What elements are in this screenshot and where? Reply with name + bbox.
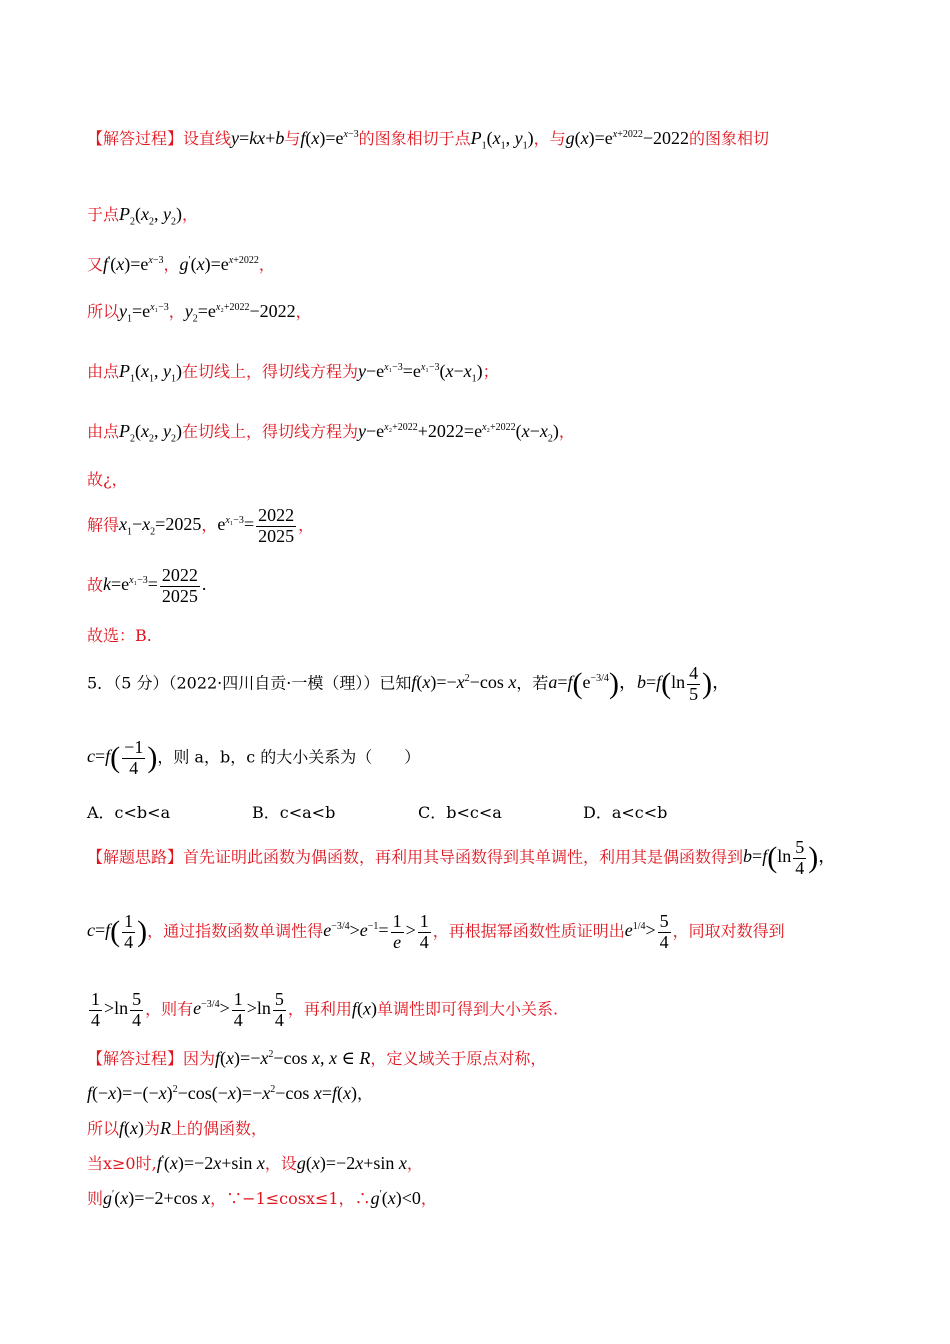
analysis-line-3: $\frac{1}{4}$ >ln $\frac{5}{4}$ ，则有$e^{-3/4}>$ $\frac{1}{4}$ >ln $\frac{5}{4}$ ，再利用f(x)单调性即可得到大小关系. bbox=[91, 989, 559, 1030]
solution-line-1: 【解答过程】设直线y=kx+b与$f(x)=e^{x-3}$的图象相切于点$P_1(x_1$, $y_1$)，与$g(x)=e^{x+2022}-2022$的图象相切 bbox=[87, 128, 770, 152]
solution2-line-3: 所以f(x)为R上的偶函数， bbox=[87, 1118, 268, 1138]
solution-line-4: 所以$y_1=e^{x_1-3}$，$y_2=e^{x_2+2022}-2022$， bbox=[87, 301, 312, 325]
option-d[interactable]: D．a<c<b bbox=[583, 803, 668, 822]
analysis-line-1: 【解题思路】首先证明此函数为偶函数，再利用其导函数得到其单调性，利用其是偶函数得到b=f(ln $\frac{5}{4}$ )， bbox=[87, 837, 837, 878]
solution2-line-2: $f(-x)=-(-x)^2-\cos(-x)=-x^2-\cos$ x=f(x)， bbox=[87, 1083, 374, 1103]
solution2-line-5: 则g′(x)=−2+cos x，∵−1≤cosx≤1，∴g′(x)<0， bbox=[87, 1188, 437, 1208]
question-5-cont: c=f( $\frac{-1}{4}$ )，则 a，b，c 的大小关系为（ ） bbox=[87, 737, 421, 778]
question-5: 5．（5 分）（2022·四川自贡·一模（理））已知$f(x)=-x^2-\cos$ x，若$a=f(e^{-3/4})$，b=f(ln $\frac{4}{5}$ )， bbox=[87, 663, 731, 704]
option-a[interactable]: A．c<b<a bbox=[87, 803, 171, 822]
option-c[interactable]: C．b<c<a bbox=[418, 803, 502, 822]
solution-line-2: 于点$P_2(x_2$, $y_2$)， bbox=[87, 204, 199, 228]
solution-line-7: 故¿， bbox=[87, 470, 128, 489]
solution-line-8: 解得$x_1-x_2=2025$，$e^{x_1-3}=$ $\frac{2022}{2025}$ ， bbox=[87, 505, 315, 546]
option-b[interactable]: B．c<a<b bbox=[252, 803, 336, 822]
analysis-line-2: c=f( $\frac{1}{4}$ )，通过指数函数单调性得$e^{-3/4}>e^{-1}=$ $\frac{1}{e}$ > $\frac{1}{4}$ ，再根据幂函数性质证明出$e^{1/4}>$ $\frac{5}{4}$ ，同取对数得到 bbox=[87, 911, 785, 952]
solution2-line-1: 【解答过程】因为$f(x)=-x^2-\cos$ x, x ∈ R，定义域关于原点对称， bbox=[87, 1048, 547, 1068]
solution-line-5: 由点$P_1(x_1$, $y_1$)在切线上，得切线方程为$y-e^{x_1-3}=e^{x_1-3}(x-x_1)$； bbox=[87, 361, 499, 385]
solution-line-10: 故选：B. bbox=[87, 626, 152, 645]
solution-line-3: 又$f'(x)=e^{x-3}$，$g'(x)=e^{x+2022}$， bbox=[87, 254, 275, 274]
solution2-line-4: 当x≥0时,f′(x)=−2x+sin x，设g(x)=−2x+sin x， bbox=[87, 1153, 423, 1173]
solution-line-6: 由点$P_2(x_2$, $y_2$)在切线上，得切线方程为$y-e^{x_2+2022}+2022=e^{x_2+2022}(x-x_2)$， bbox=[87, 421, 575, 445]
solution-line-9: 故$k=e^{x_1-3}=$ $\frac{2022}{2025}$ . bbox=[87, 565, 207, 606]
